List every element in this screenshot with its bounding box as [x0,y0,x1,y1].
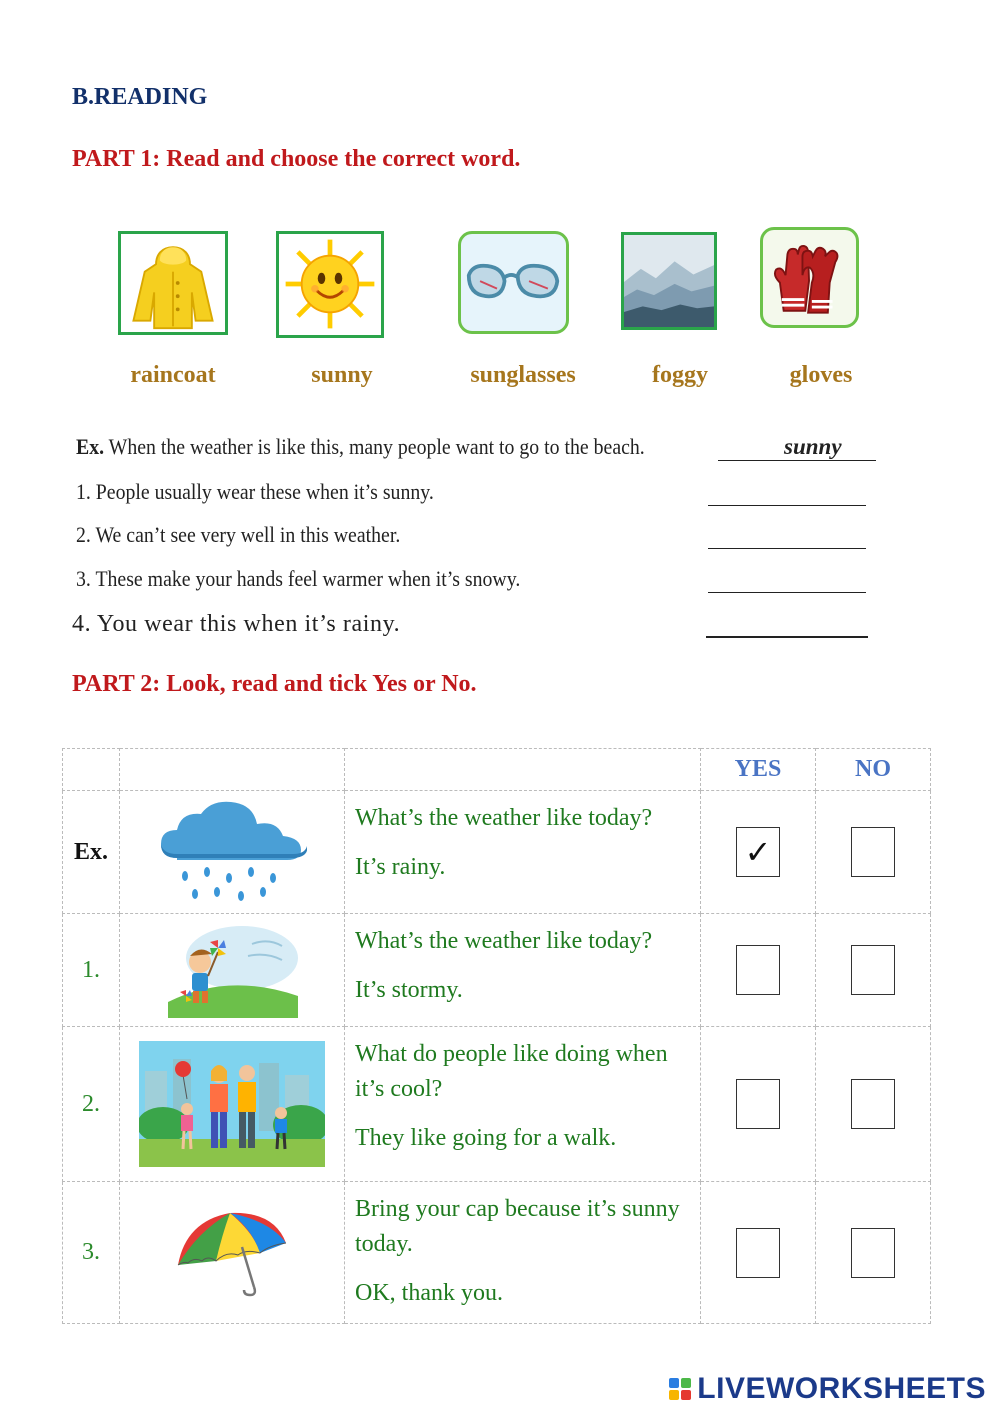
logo-icon [669,1378,691,1400]
rain-cloud-picture [120,791,345,914]
logo-square-blue [669,1378,679,1388]
question-cell [345,791,701,914]
question-text: What’s the weather like today? [355,928,653,954]
sunny-picture [276,231,384,338]
logo-square-green [681,1378,691,1388]
item-2-answer-field[interactable] [708,548,866,549]
table-row [63,1182,931,1324]
liveworksheets-logo [669,1372,986,1406]
windy-boy-picture [120,914,345,1027]
item-2-text: 2. We can’t see very well in this weather. [76,522,401,547]
no-header: NO [816,749,931,791]
example-answer: sunny [784,434,842,459]
answer-text: OK, thank you. [355,1279,503,1306]
logo-square-red [681,1390,691,1400]
family-walk-picture [120,1027,345,1182]
table-row [63,791,931,914]
word-gloves: gloves [789,362,853,388]
part2-title: PART 2: Look, read and tick Yes or No. [72,671,477,697]
question-text: Bring your cap because it’s sunny today. [355,1196,680,1257]
word-foggy: foggy [652,362,708,388]
row-number: 2. [63,1027,120,1182]
row-number: Ex. [63,791,120,914]
yes-checkbox[interactable] [736,1079,780,1129]
logo-square-yellow [669,1390,679,1400]
answer-text: It’s stormy. [355,976,463,1003]
word-raincoat: raincoat [130,362,216,388]
item-4-text: 4. You wear this when it’s rainy. [72,611,401,637]
section-title: B.READING [72,84,208,110]
answer-text: It’s rainy. [355,853,446,880]
row-number: 3. [63,1182,120,1324]
gloves-picture [760,227,859,328]
question-cell [345,1182,701,1324]
umbrella-picture [120,1182,345,1324]
yes-checkbox[interactable] [736,1228,780,1278]
sunglasses-picture [458,231,569,334]
yes-checkbox[interactable] [736,945,780,995]
example-label: Ex. [76,434,105,459]
item-3-text: 3. These make your hands feel warmer when it’s snowy. [76,566,521,591]
question-cell [345,914,701,1027]
example-sentence [76,434,645,460]
yes-header: YES [701,749,816,791]
yes-checkbox[interactable]: ✓ [736,827,780,877]
row-number: 1. [63,914,120,1027]
no-checkbox[interactable] [851,1228,895,1278]
no-checkbox[interactable] [851,1079,895,1129]
raincoat-picture [118,231,228,335]
word-sunglasses: sunglasses [470,362,576,388]
part1-title: PART 1: Read and choose the correct word. [72,146,521,172]
example-blank [718,460,876,461]
no-checkbox[interactable] [851,827,895,877]
item-1-text: 1. People usually wear these when it’s sunny. [76,479,434,504]
brand-name: LIVEWORKSHEETS [697,1372,986,1405]
example-text: When the weather is like this, many people want to go to the beach. [108,434,645,459]
question-cell [345,1027,701,1182]
foggy-picture [621,232,717,330]
yes-no-table [62,748,931,1324]
question-text: What do people like doing when it’s cool? [355,1041,668,1102]
question-text: What’s the weather like today? [355,805,653,831]
answer-text: They like going for a walk. [355,1124,617,1151]
item-4-answer-field[interactable] [706,636,868,638]
table-row [63,1027,931,1182]
table-row [63,914,931,1027]
word-sunny: sunny [311,362,373,388]
no-checkbox[interactable] [851,945,895,995]
item-1-answer-field[interactable] [708,505,866,506]
item-3-answer-field[interactable] [708,592,866,593]
